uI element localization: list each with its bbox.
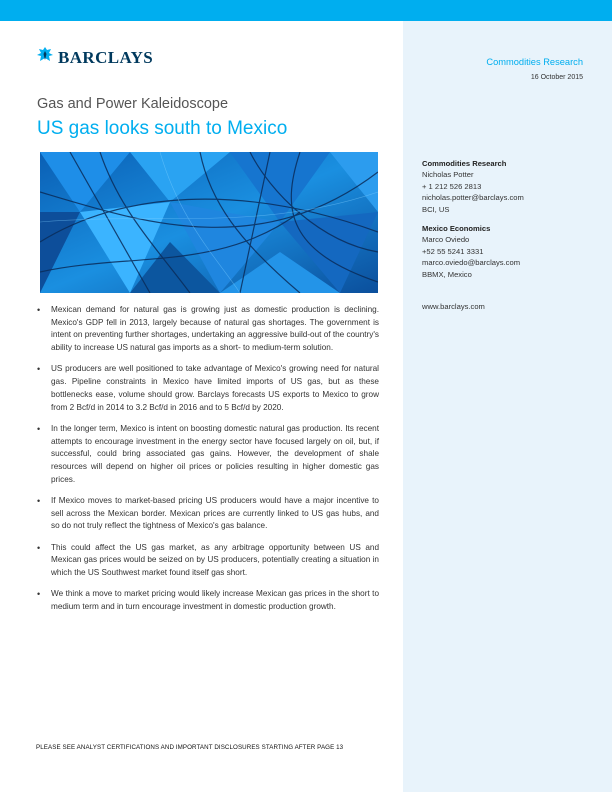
- list-item: • This could affect the US gas market, as any arbitrage opportunity between US and Mexican gas prices would be seized on by US producers, potentially creating a situation in which the US Southwest market found itself gas short.: [37, 542, 379, 580]
- report-series: Gas and Power Kaleidoscope: [37, 96, 229, 112]
- contact-entity: BBMX, Mexico: [422, 269, 472, 279]
- report-date: 16 October 2015: [530, 74, 583, 81]
- department-label: Commodities Research: [486, 57, 583, 67]
- analyst-contacts: [422, 158, 602, 288]
- list-item: • If Mexico moves to market-based pricing US producers would have a major incentive to sell across the Mexican border. Mexican prices are currently linked to US gas hubs, and so do not truly reflect the tightness of Mexico's gas balance.: [37, 495, 379, 533]
- key-points-list: [37, 304, 379, 622]
- contact-name: Nicholas Potter: [422, 170, 474, 180]
- barclays-logo: [36, 46, 153, 69]
- contact-phone: +52 55 5241 3331: [422, 246, 484, 256]
- sidebar-panel: [403, 21, 612, 792]
- list-item: • Mexican demand for natural gas is growing just as domestic production is declining. Mexico's GDP fell in 2013, largely because of natural gas shortages. The government is intent on preventing further shortages, undertaking an aggressive build-out of the country's ability to increase US natural gas imports as a short- to medium-term solution.: [37, 304, 379, 355]
- contact-email[interactable]: nicholas.potter@barclays.com: [422, 193, 524, 203]
- top-accent-bar: [0, 0, 612, 21]
- page-title: US gas looks south to Mexico: [37, 118, 288, 139]
- list-item: • US producers are well positioned to take advantage of Mexico's growing need for natural gas. Pipeline constraints in Mexico have limited imports of US gas, but as these bottlenecks ease, volume should grow. Barclays forecasts US exports to Mexico to grow from 2 Bcf/d in 2014 to 3.2 Bcf/d in 2016 and to 5 Bcf/d by 2020.: [37, 363, 379, 414]
- contact-name: Marco Oviedo: [422, 235, 470, 245]
- hero-image: [40, 152, 378, 293]
- list-item: • In the longer term, Mexico is intent on boosting domestic natural gas production. Its recent attempts to encourage investment in the energy sector have focused largely on oil, but, if successful, could bring associated gas gains. However, the development of shale resources will depend on higher oil prices or policies resulting in higher domestic gas prices.: [37, 423, 379, 487]
- disclosures-notice: PLEASE SEE ANALYST CERTIFICATIONS AND IMPORTANT DISCLOSURES STARTING AFTER PAGE 13: [36, 744, 344, 751]
- contact-phone: + 1 212 526 2813: [422, 181, 482, 191]
- contact-email[interactable]: marco.oviedo@barclays.com: [422, 258, 521, 268]
- brand-name: BARCLAYS: [58, 47, 154, 67]
- website-link[interactable]: www.barclays.com: [422, 302, 485, 311]
- contact-entity: BCI, US: [422, 204, 450, 214]
- contact-group-commodities: [422, 158, 602, 215]
- contact-group-mexico: [422, 223, 602, 280]
- contact-heading: Mexico Economics: [422, 224, 491, 234]
- list-item: • We think a move to market pricing would likely increase Mexican gas prices in the short to medium term and in turn encourage investment in domestic production growth.: [37, 588, 379, 613]
- eagle-icon: [36, 46, 54, 69]
- contact-heading: Commodities Research: [422, 159, 507, 168]
